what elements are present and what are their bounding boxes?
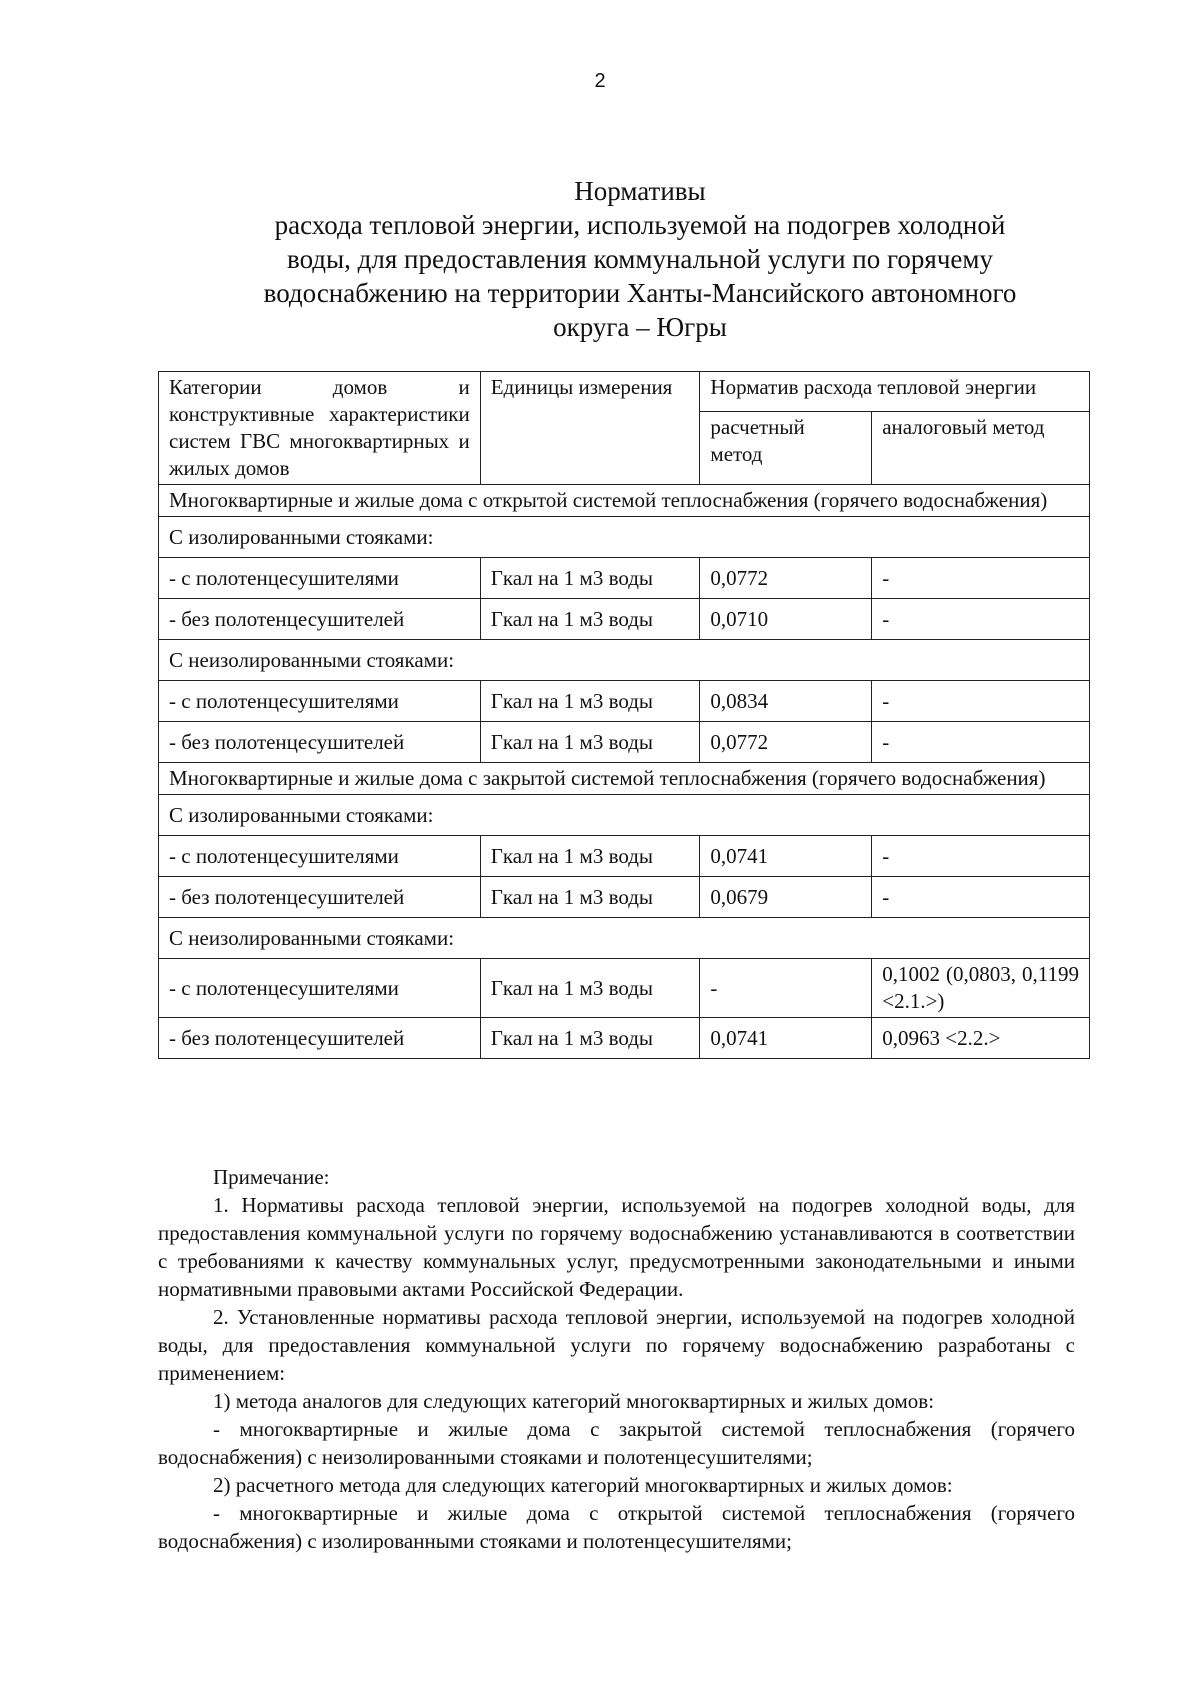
header-category: Категории домов и конструктивные характеристики систем ГВС многоквартирных и жилых домов xyxy=(159,372,481,485)
group-title: С неизолированными стояками: xyxy=(159,640,1090,681)
note-paragraph: 1) метода аналогов для следующих категорий многоквартирных и жилых домов: xyxy=(213,1389,935,1413)
row-name: - без полотенцесушителей xyxy=(159,599,481,640)
group-title: С изолированными стояками: xyxy=(159,517,1090,558)
row-calc: 0,0741 xyxy=(700,836,872,877)
row-analog: - xyxy=(872,877,1090,918)
section-title: Многоквартирные и жилые дома с закрытой системой теплоснабжения (горячего водоснабжения) xyxy=(159,763,1090,795)
row-name: - с полотенцесушителями xyxy=(159,836,481,877)
group-row xyxy=(159,640,1090,681)
row-name: - без полотенцесушителей xyxy=(159,877,481,918)
table-row xyxy=(159,959,1090,1018)
document-title xyxy=(240,174,1040,344)
header-norm: Норматив расхода тепловой энергии xyxy=(700,372,1090,412)
note-paragraph: 2. Установленные нормативы расхода тепловой энергии, используемой на подогрев холодной воды, для предоставления коммунальной услуги по горячему водоснабжению разработаны с применением: xyxy=(158,1305,1075,1385)
row-unit: Гкал на 1 м3 воды xyxy=(480,599,700,640)
row-unit: Гкал на 1 м3 воды xyxy=(480,722,700,763)
table-row xyxy=(159,681,1090,722)
row-unit: Гкал на 1 м3 воды xyxy=(480,558,700,599)
section-row xyxy=(159,485,1090,517)
title-line: расхода тепловой энергии, используемой на подогрев холодной xyxy=(274,210,1006,240)
header-units: Единицы измерения xyxy=(480,372,700,485)
header-analog-method: аналоговый метод xyxy=(872,411,1090,484)
title-line: водоснабжению на территории Ханты-Мансийского автономного xyxy=(263,278,1017,308)
row-analog: - xyxy=(872,599,1090,640)
table-row xyxy=(159,599,1090,640)
group-row xyxy=(159,517,1090,558)
row-unit: Гкал на 1 м3 воды xyxy=(480,1018,700,1059)
table-row xyxy=(159,877,1090,918)
row-calc: 0,0772 xyxy=(700,558,872,599)
table-header-row xyxy=(159,372,1090,412)
group-row xyxy=(159,918,1090,959)
title-line: воды, для предоставления коммунальной услуги по горячему xyxy=(287,244,993,274)
notes xyxy=(158,1163,1075,1555)
header-calc-method: расчетный метод xyxy=(700,411,872,484)
row-calc: 0,0679 xyxy=(700,877,872,918)
row-analog: - xyxy=(872,681,1090,722)
note-paragraph: - многоквартирные и жилые дома с открытой системой теплоснабжения (горячего водоснабжения) с изолированными стояками и полотенцесушителями; xyxy=(158,1501,1075,1553)
note-paragraph: 2) расчетного метода для следующих категорий многоквартирных и жилых домов: xyxy=(213,1473,953,1497)
row-calc: 0,0710 xyxy=(700,599,872,640)
row-name: - с полотенцесушителями xyxy=(159,959,481,1018)
row-unit: Гкал на 1 м3 воды xyxy=(480,877,700,918)
group-title: С неизолированными стояками: xyxy=(159,918,1090,959)
title-line: Нормативы xyxy=(574,176,706,206)
table-row xyxy=(159,558,1090,599)
row-analog: 0,1002 (0,0803, 0,1199 <2.1.>) xyxy=(872,959,1090,1018)
row-analog: - xyxy=(872,722,1090,763)
row-name: - с полотенцесушителями xyxy=(159,558,481,599)
row-analog: - xyxy=(872,836,1090,877)
row-name: - без полотенцесушителей xyxy=(159,1018,481,1059)
norms-table xyxy=(158,371,1090,1059)
row-name: - без полотенцесушителей xyxy=(159,722,481,763)
page-number: 2 xyxy=(594,70,606,92)
row-calc: - xyxy=(700,959,872,1018)
table-row xyxy=(159,836,1090,877)
row-name: - с полотенцесушителями xyxy=(159,681,481,722)
row-calc: 0,0741 xyxy=(700,1018,872,1059)
table-row xyxy=(159,722,1090,763)
group-title: С изолированными стояками: xyxy=(159,795,1090,836)
row-analog: - xyxy=(872,558,1090,599)
row-calc: 0,0834 xyxy=(700,681,872,722)
notes-heading: Примечание: xyxy=(213,1165,330,1189)
note-paragraph: 1. Нормативы расхода тепловой энергии, используемой на подогрев холодной воды, для предоставления коммунальной услуги по горячему водоснабжению устанавливаются в соответствии с требованиями к качеству коммунальных услуг, предусмотренными законодательными и иными нормативными правовыми актами Российской Федерации. xyxy=(158,1193,1075,1301)
section-row xyxy=(159,763,1090,795)
note-paragraph: - многоквартирные и жилые дома с закрытой системой теплоснабжения (горячего водоснабжения) с неизолированными стояками и полотенцесушителями; xyxy=(158,1417,1075,1469)
row-unit: Гкал на 1 м3 воды xyxy=(480,836,700,877)
row-unit: Гкал на 1 м3 воды xyxy=(480,681,700,722)
row-unit: Гкал на 1 м3 воды xyxy=(480,959,700,1018)
title-line: округа – Югры xyxy=(553,312,727,342)
table-row xyxy=(159,1018,1090,1059)
row-calc: 0,0772 xyxy=(700,722,872,763)
row-analog: 0,0963 <2.2.> xyxy=(872,1018,1090,1059)
section-title: Многоквартирные и жилые дома с открытой системой теплоснабжения (горячего водоснабжения) xyxy=(159,485,1090,517)
group-row xyxy=(159,795,1090,836)
